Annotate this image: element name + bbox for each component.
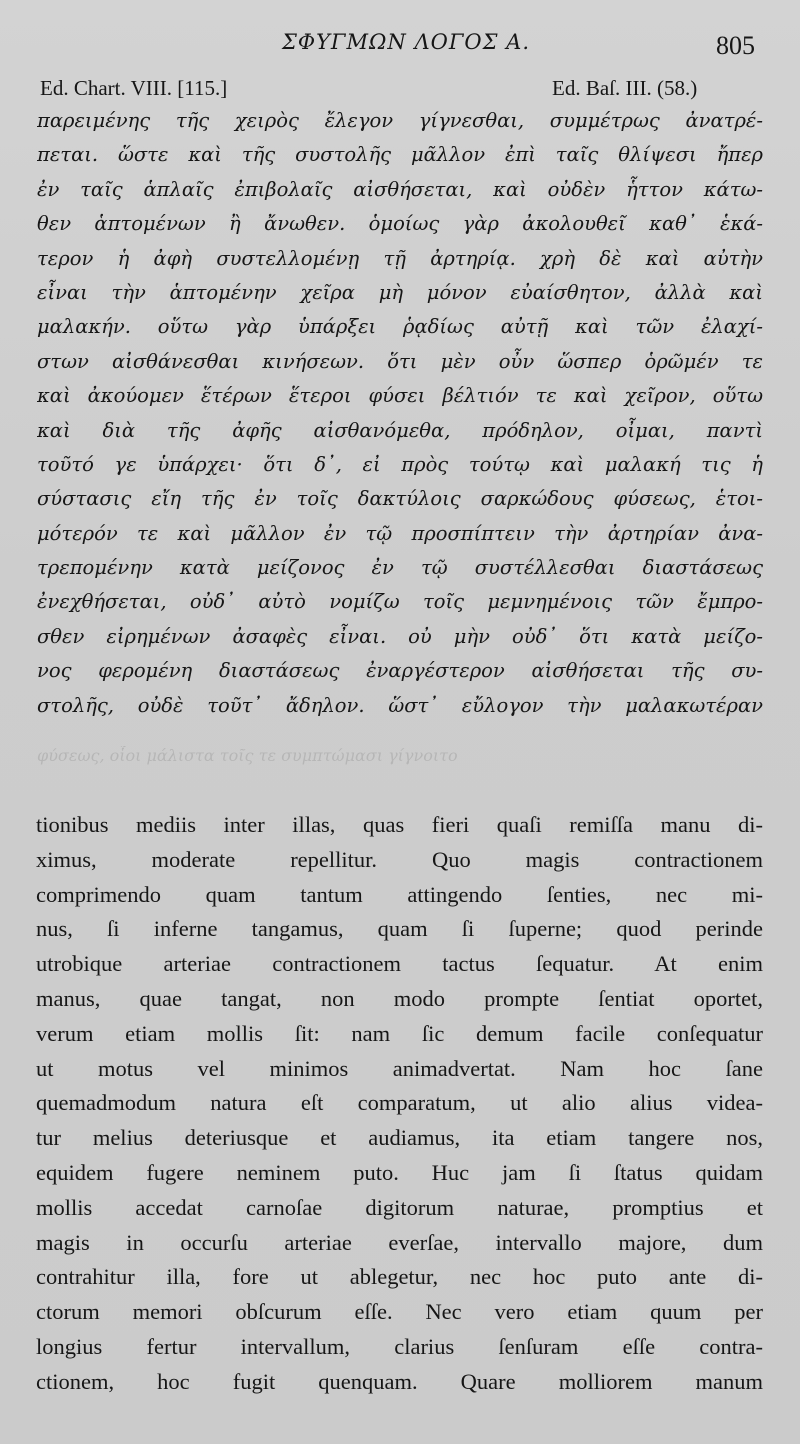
latin-text-line: utrobique arteriae contractionem tactus ſequatur. At enim	[36, 951, 763, 977]
latin-text-line: ctionem, hoc fugit quenquam. Quare molliorem manum	[36, 1368, 763, 1394]
greek-text-line: σύστασις εἴη τῆς ἐν τοῖς δακτύλοις σαρκώδους φύσεως, ἑτοι-	[37, 487, 763, 511]
latin-text-line: mollis accedat carnoſae digitorum naturae, promptius et	[36, 1194, 763, 1220]
latin-text-line: contrahitur illa, fore ut ablegetur, nec hoc puto ante di-	[36, 1264, 763, 1290]
greek-text-line: καὶ ἀκούομεν ἕτέρων ἕτεροι φύσει βέλτιόν τε καὶ χεῖρον, οὕτω	[37, 384, 763, 408]
edition-reference-basel: Ed. Baſ. III. (58.)	[552, 76, 698, 100]
latin-text-line: quemadmodum natura eſt comparatum, ut alio alius videa-	[36, 1090, 763, 1116]
greek-text-line: τοῦτό γε ὑπάρχει· ὅτι δ᾽, εἰ πρὸς τούτῳ καὶ μαλακή τις ἡ	[37, 452, 763, 476]
greek-text-line: σθεν εἰρημένων ἀσαφὲς εἶναι. οὐ μὴν οὐδ᾽ ὅτι κατὰ μείζο-	[37, 624, 763, 648]
greek-text-line: πεται. ὥστε καὶ τῆς συστολῆς μᾶλλον ἐπὶ ταῖς θλίψεσι ἤπερ	[37, 143, 763, 167]
latin-text-block	[36, 808, 763, 1400]
latin-text-line: manus, quae tangat, non modo prompte ſentiat oportet,	[36, 985, 763, 1011]
greek-text-line: στολῆς, οὐδὲ τοῦτ᾽ ἄδηλον. ὥστ᾽ εὔλογον τὴν μαλακωτέραν	[37, 693, 763, 717]
greek-text-line: καὶ διὰ τῆς ἀφῆς αἰσθανόμεθα, πρόδηλον, οἶμαι, παντὶ	[37, 418, 763, 442]
latin-text-line: tur melius deteriusque et audiamus, ita etiam tangere nos,	[36, 1125, 763, 1151]
latin-text-line: nus, ſi inferne tangamus, quam ſi ſuperne; quod perinde	[36, 916, 763, 942]
running-title: ΣΦΥΓΜΩΝ ΛΟΓΟΣ Α.	[282, 30, 530, 54]
greek-text-line: θεν ἁπτομένων ἢ ἄνωθεν. ὁμοίως γὰρ ἀκολουθεῖ καθ᾽ ἑκά-	[37, 212, 763, 236]
greek-text-line: μότερόν τε καὶ μᾶλλον ἐν τῷ προσπίπτειν τὴν ἀρτηρίαν ἀνα-	[37, 521, 763, 545]
latin-text-line: magis in occurſu arteriae everſae, intervallo majore, dum	[36, 1229, 763, 1255]
greek-text-line: ἐν ταῖς ἁπλαῖς ἐπιβολαῖς αἰσθήσεται, καὶ οὐδὲν ἧττον κάτω-	[37, 177, 763, 201]
latin-text-line: tionibus mediis inter illas, quas fieri quaſi remiſſa manu di-	[36, 812, 763, 837]
latin-text-line: verum etiam mollis ſit: nam ſic demum facile conſequatur	[36, 1020, 763, 1046]
greek-text-block	[37, 104, 763, 723]
edition-reference-chartier: Ed. Chart. VIII. [115.]	[40, 76, 228, 100]
greek-text-line: ἐνεχθήσεται, οὐδ᾽ αὐτὸ νομίζω τοῖς μεμνημένοις τῶν ἔμπρο-	[37, 590, 763, 614]
greek-text-line: τερον ἡ ἀφὴ συστελλομένῃ τῇ ἀρτηρίᾳ. χρὴ δὲ καὶ αὐτὴν	[37, 246, 763, 270]
latin-text-line: equidem fugere neminem puto. Huc jam ſi ſtatus quidam	[36, 1159, 763, 1185]
latin-text-line: comprimendo quam tantum attingendo ſenties, nec mi-	[36, 881, 763, 907]
greek-text-line: στων αἰσθάνεσθαι κινήσεων. ὅτι μὲν οὖν ὥσπερ ὁρῶμέν τε	[37, 349, 763, 373]
greek-text-line: εἶναι τὴν ἁπτομένην χεῖρα μὴ μόνον εὐαίσθητον, ἀλλὰ καὶ	[37, 280, 763, 304]
greek-text-line: παρειμένης τῆς χειρὸς ἔλεγον γίγνεσθαι, συμμέτρως ἀνατρέ-	[37, 109, 763, 132]
show-through-text: φύσεως, οἷοι μάλιστα τοῖς τε συμπτώμασι γίγνοιτο	[37, 746, 458, 765]
latin-text-line: longius fertur intervallum, clarius ſenſuram eſſe contra-	[36, 1333, 763, 1359]
page-number: 805	[716, 31, 755, 60]
greek-text-line: μαλακήν. οὕτω γὰρ ὑπάρξει ῥᾳδίως αὐτῇ καὶ τῶν ἐλαχί-	[37, 315, 763, 339]
latin-text-line: ut motus vel minimos animadvertat. Nam hoc ſane	[36, 1055, 763, 1081]
latin-text-line: ctorum memori obſcurum eſſe. Nec vero etiam quum per	[36, 1299, 763, 1325]
greek-text-line: τρεπομένην κατὰ μείζονος ἐν τῷ συστέλλεσθαι διαστάσεως	[37, 556, 763, 580]
edition-references	[0, 76, 800, 104]
latin-text-line: ximus, moderate repellitur. Quo magis contractionem	[36, 846, 763, 872]
greek-text-line: νος φερομένη διαστάσεως ἐναργέστερον αἰσθήσεται τῆς συ-	[37, 659, 763, 683]
page-header	[0, 28, 800, 62]
